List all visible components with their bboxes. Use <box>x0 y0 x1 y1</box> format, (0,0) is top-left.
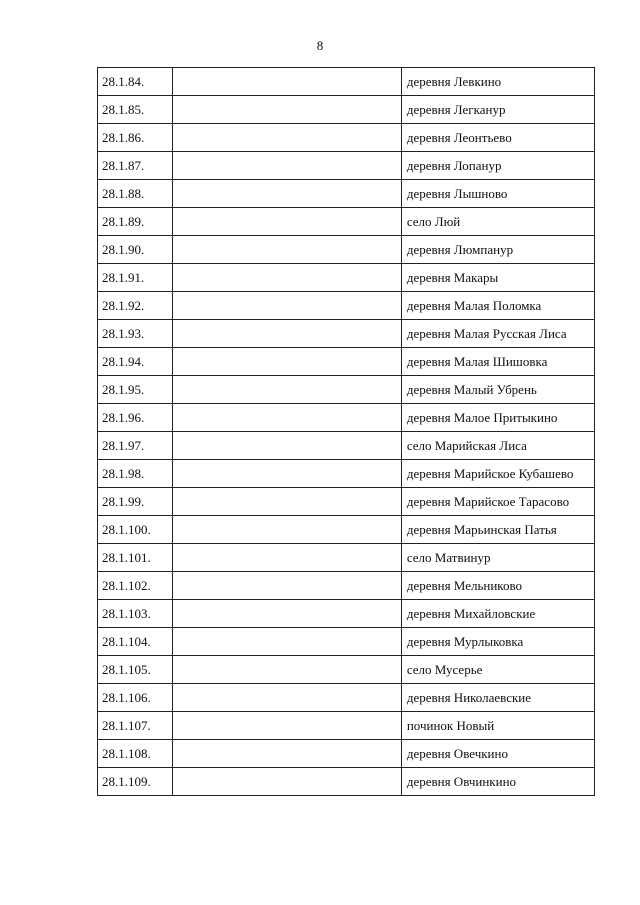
row-code-cell: 28.1.99. <box>98 488 173 516</box>
row-settlement-name-cell: деревня Лышново <box>401 180 594 208</box>
row-code-cell: 28.1.98. <box>98 460 173 488</box>
row-empty-cell <box>173 348 401 376</box>
table-row <box>98 124 595 152</box>
table-row <box>98 236 595 264</box>
row-code-cell: 28.1.100. <box>98 516 173 544</box>
row-settlement-name-cell: деревня Малое Притыкино <box>401 404 594 432</box>
row-empty-cell <box>173 376 401 404</box>
row-empty-cell <box>173 684 401 712</box>
table-row <box>98 544 595 572</box>
row-empty-cell <box>173 292 401 320</box>
row-settlement-name-cell: деревня Малый Убрень <box>401 376 594 404</box>
row-settlement-name-cell: деревня Макары <box>401 264 594 292</box>
row-empty-cell <box>173 712 401 740</box>
row-settlement-name-cell: деревня Овечкино <box>401 740 594 768</box>
row-code-cell: 28.1.88. <box>98 180 173 208</box>
table-row <box>98 600 595 628</box>
row-code-cell: 28.1.96. <box>98 404 173 432</box>
row-code-cell: 28.1.94. <box>98 348 173 376</box>
row-code-cell: 28.1.86. <box>98 124 173 152</box>
row-settlement-name-cell: деревня Овчинкино <box>401 768 594 796</box>
table-row <box>98 320 595 348</box>
row-empty-cell <box>173 264 401 292</box>
row-empty-cell <box>173 488 401 516</box>
row-settlement-name-cell: деревня Марийское Кубашево <box>401 460 594 488</box>
page-number: 8 <box>316 38 324 53</box>
row-settlement-name-cell: деревня Люмпанур <box>401 236 594 264</box>
settlements-table-body <box>98 68 595 796</box>
row-code-cell: 28.1.107. <box>98 712 173 740</box>
row-empty-cell <box>173 516 401 544</box>
row-settlement-name-cell: деревня Малая Поломка <box>401 292 594 320</box>
row-code-cell: 28.1.93. <box>98 320 173 348</box>
table-row <box>98 404 595 432</box>
row-code-cell: 28.1.89. <box>98 208 173 236</box>
row-empty-cell <box>173 460 401 488</box>
row-code-cell: 28.1.103. <box>98 600 173 628</box>
row-settlement-name-cell: починок Новый <box>401 712 594 740</box>
row-code-cell: 28.1.91. <box>98 264 173 292</box>
row-settlement-name-cell: село Матвинур <box>401 544 594 572</box>
row-empty-cell <box>173 432 401 460</box>
row-empty-cell <box>173 628 401 656</box>
row-empty-cell <box>173 768 401 796</box>
row-empty-cell <box>173 572 401 600</box>
row-code-cell: 28.1.101. <box>98 544 173 572</box>
row-settlement-name-cell: деревня Михайловские <box>401 600 594 628</box>
table-row <box>98 684 595 712</box>
table-row <box>98 572 595 600</box>
row-empty-cell <box>173 152 401 180</box>
row-empty-cell <box>173 656 401 684</box>
row-settlement-name-cell: деревня Марийское Тарасово <box>401 488 594 516</box>
row-settlement-name-cell: деревня Малая Русская Лиса <box>401 320 594 348</box>
row-empty-cell <box>173 320 401 348</box>
row-empty-cell <box>173 236 401 264</box>
row-settlement-name-cell: деревня Левкино <box>401 68 594 96</box>
row-code-cell: 28.1.84. <box>98 68 173 96</box>
table-row <box>98 432 595 460</box>
row-empty-cell <box>173 124 401 152</box>
row-empty-cell <box>173 544 401 572</box>
row-code-cell: 28.1.105. <box>98 656 173 684</box>
row-code-cell: 28.1.87. <box>98 152 173 180</box>
table-row <box>98 768 595 796</box>
row-empty-cell <box>173 96 401 124</box>
settlements-table <box>97 67 595 796</box>
row-settlement-name-cell: деревня Лопанур <box>401 152 594 180</box>
table-row <box>98 460 595 488</box>
table-row <box>98 740 595 768</box>
table-row <box>98 712 595 740</box>
table-row <box>98 516 595 544</box>
table-row <box>98 656 595 684</box>
row-code-cell: 28.1.108. <box>98 740 173 768</box>
row-settlement-name-cell: село Мусерье <box>401 656 594 684</box>
row-code-cell: 28.1.102. <box>98 572 173 600</box>
row-empty-cell <box>173 404 401 432</box>
row-settlement-name-cell: деревня Леонтьево <box>401 124 594 152</box>
row-settlement-name-cell: деревня Мельниково <box>401 572 594 600</box>
table-row <box>98 180 595 208</box>
table-row <box>98 68 595 96</box>
row-code-cell: 28.1.90. <box>98 236 173 264</box>
table-row <box>98 292 595 320</box>
row-code-cell: 28.1.97. <box>98 432 173 460</box>
table-row <box>98 96 595 124</box>
table-row <box>98 488 595 516</box>
row-settlement-name-cell: деревня Малая Шишовка <box>401 348 594 376</box>
row-empty-cell <box>173 180 401 208</box>
row-code-cell: 28.1.95. <box>98 376 173 404</box>
row-code-cell: 28.1.104. <box>98 628 173 656</box>
row-empty-cell <box>173 600 401 628</box>
row-settlement-name-cell: деревня Мурлыковка <box>401 628 594 656</box>
row-settlement-name-cell: деревня Николаевские <box>401 684 594 712</box>
row-code-cell: 28.1.106. <box>98 684 173 712</box>
row-settlement-name-cell: деревня Марьинская Патья <box>401 516 594 544</box>
table-row <box>98 376 595 404</box>
row-empty-cell <box>173 740 401 768</box>
table-row <box>98 264 595 292</box>
row-code-cell: 28.1.92. <box>98 292 173 320</box>
row-code-cell: 28.1.85. <box>98 96 173 124</box>
row-settlement-name-cell: село Люй <box>401 208 594 236</box>
row-settlement-name-cell: село Марийская Лиса <box>401 432 594 460</box>
table-row <box>98 628 595 656</box>
table-row <box>98 348 595 376</box>
row-code-cell: 28.1.109. <box>98 768 173 796</box>
row-settlement-name-cell: деревня Легканур <box>401 96 594 124</box>
table-row <box>98 152 595 180</box>
row-empty-cell <box>173 208 401 236</box>
table-row <box>98 208 595 236</box>
row-empty-cell <box>173 68 401 96</box>
